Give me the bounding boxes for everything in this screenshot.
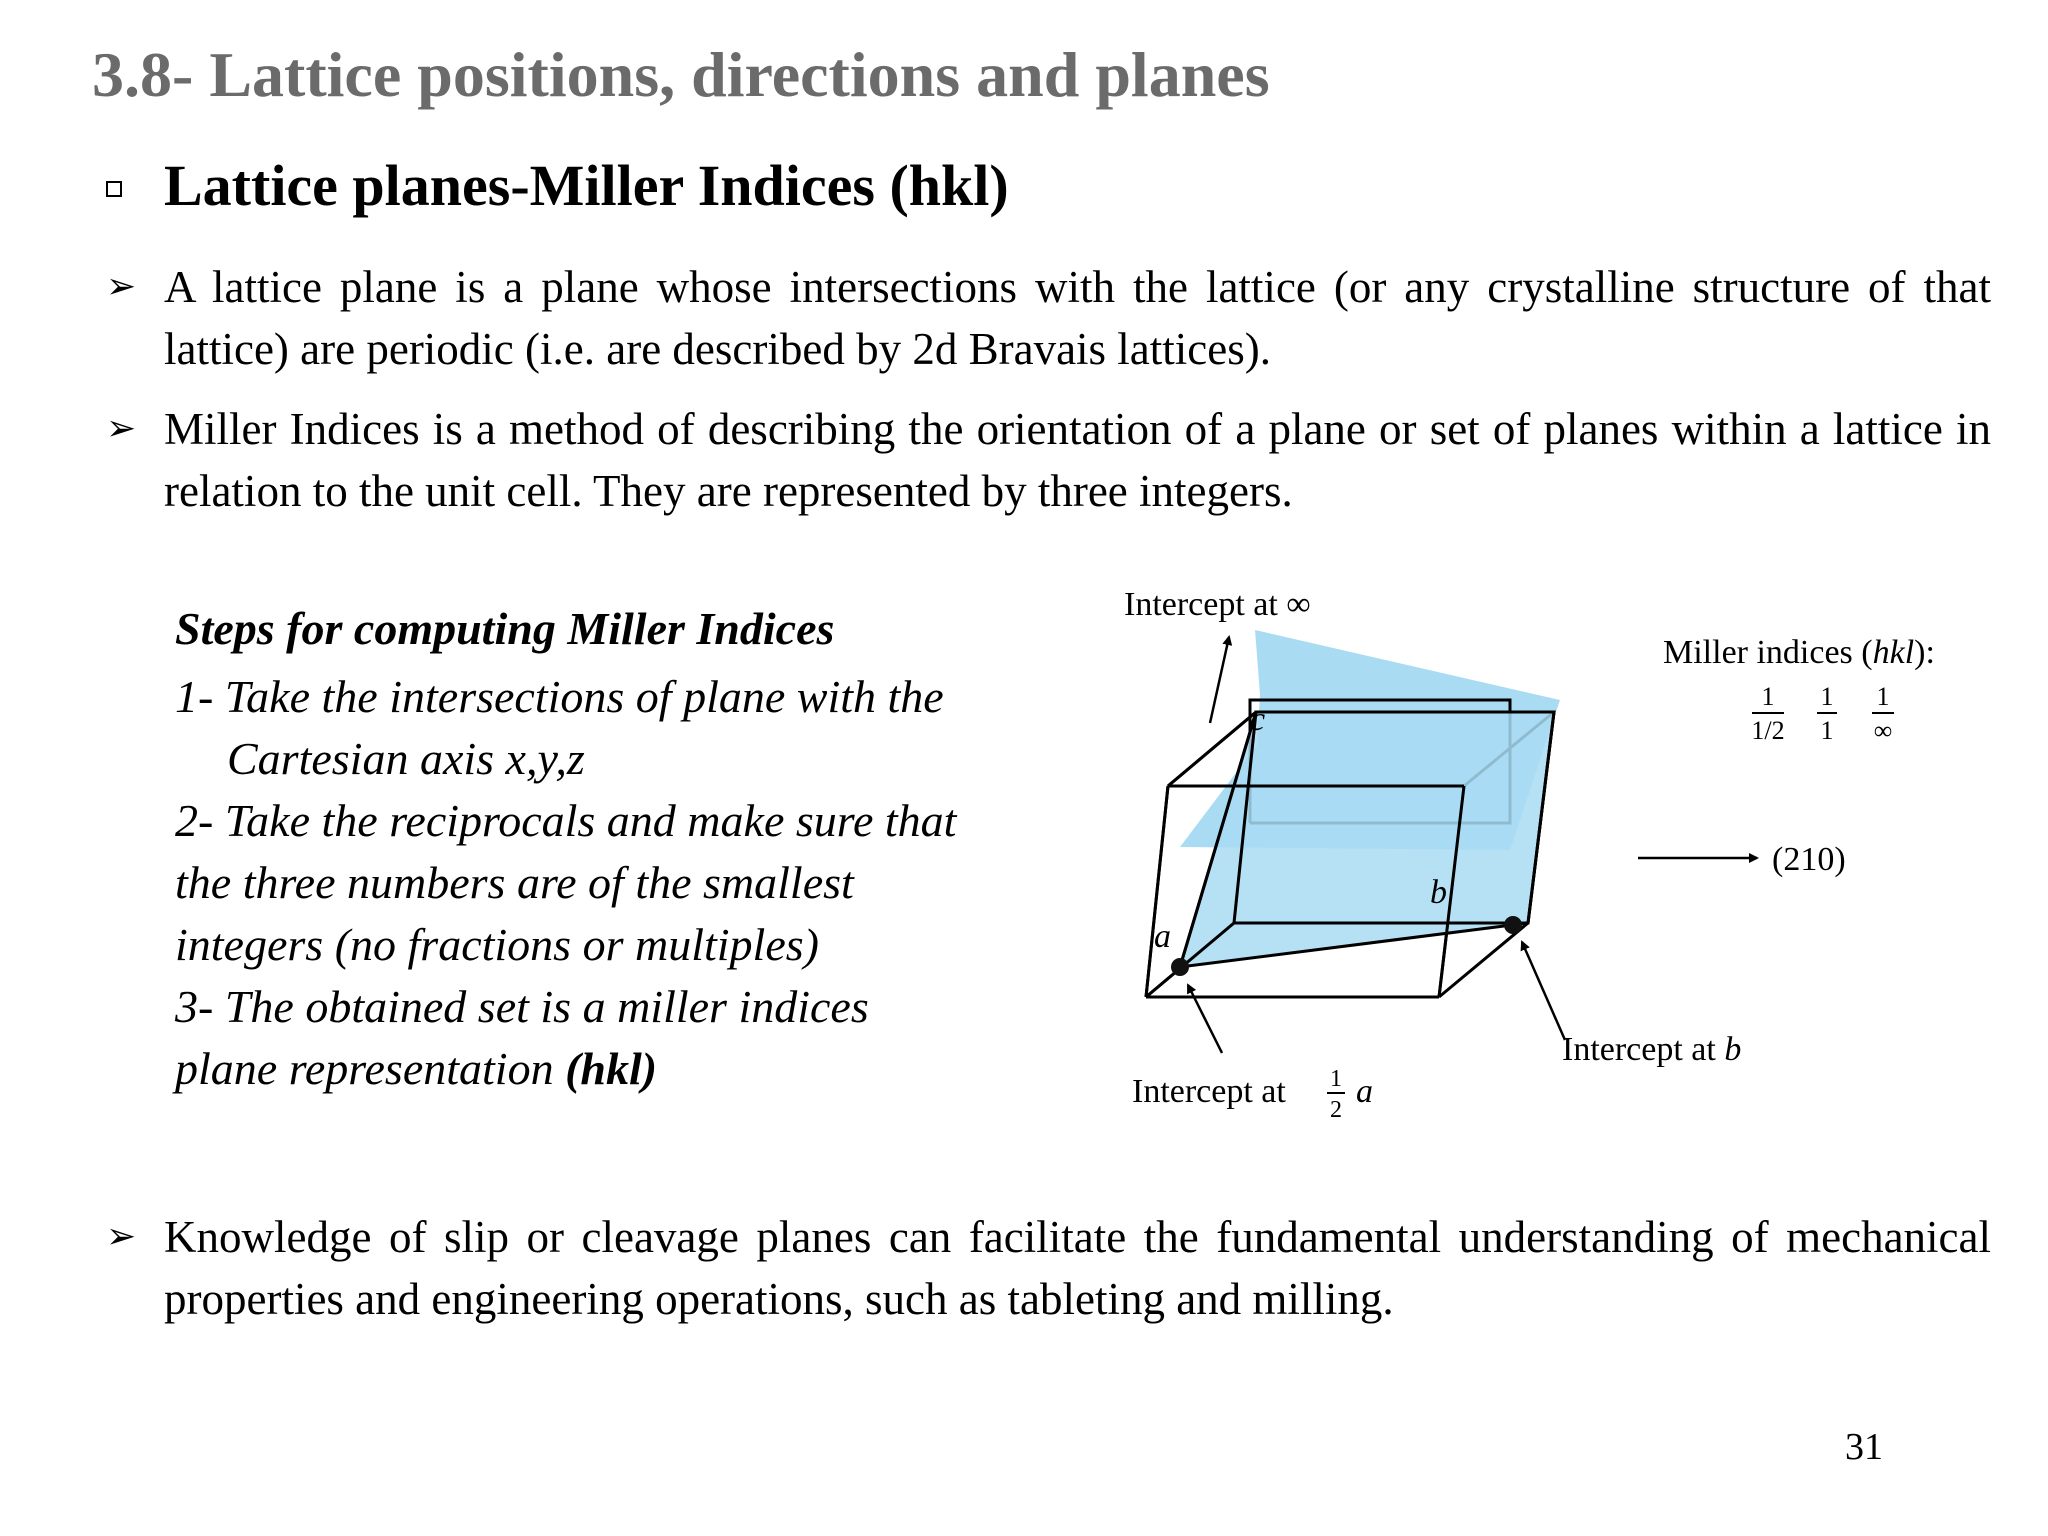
bullet-item-2 (106, 398, 1991, 522)
step-3-line-1: 3- The obtained set is a miller indices (175, 981, 869, 1032)
bullet-text-2: Miller Indices is a method of describing the orientation of a plane or set of planes within a lattice in relation to the unit cell. They are represented by three integers. (164, 404, 1991, 516)
intercept-a-label: Intercept at (1132, 1073, 1286, 1110)
svg-text:1: 1 (1820, 682, 1834, 711)
svg-text:1: 1 (1330, 1066, 1342, 1092)
fraction-1 (1751, 682, 1784, 745)
intercept-inf-arrow (1210, 637, 1229, 723)
intercept-b-point (1504, 916, 1522, 934)
bullet-item-1 (106, 256, 1991, 380)
arrow-bullet-icon: ➢ (106, 1216, 137, 1257)
box-edge (1439, 923, 1528, 997)
step-3-hkl: (hkl) (565, 1043, 658, 1094)
slide-title: 3.8- Lattice positions, directions and planes (92, 39, 1270, 110)
bullet-text-1: A lattice plane is a plane whose intersections with the lattice (or any crystalline structure of that lattice) are periodic (i.e. are described by 2d Bravais lattices). (164, 262, 1991, 374)
step-1-line-2: Cartesian axis x,y,z (227, 733, 585, 784)
svg-text:1: 1 (1761, 682, 1775, 711)
intercept-a-arrow (1188, 985, 1222, 1053)
miller-plane-figure (1110, 575, 2020, 1130)
arrow-bullet-icon: ➢ (106, 266, 137, 307)
svg-text:1/2: 1/2 (1751, 716, 1785, 745)
intercept-b-arrow (1522, 942, 1565, 1040)
steps-title: Steps for computing Miller Indices (175, 603, 835, 654)
bullet-text-3: Knowledge of slip or cleavage planes can facilitate the fundamental understanding of mechanical properties and engineering operations, such as tableting and milling. (164, 1212, 1991, 1324)
svg-text:∞: ∞ (1873, 716, 1893, 745)
svg-text:1: 1 (1820, 716, 1834, 745)
subheading (106, 152, 1009, 219)
miller-indices-label: Miller indices (hkl): (1663, 634, 1935, 671)
steps-block (175, 598, 1075, 1100)
box-edge (1146, 786, 1168, 997)
axis-label-c: c (1250, 701, 1266, 738)
step-3-text: plane representation (175, 1043, 566, 1094)
fraction-3 (1872, 682, 1894, 745)
intercept-inf-label: Intercept at ∞ (1124, 586, 1311, 623)
square-bullet-icon (106, 181, 122, 197)
subheading-text: Lattice planes-Miller Indices (hkl) (164, 153, 1009, 218)
svg-text:1: 1 (1876, 682, 1890, 711)
arrow-bullet-icon: ➢ (106, 408, 137, 449)
step-2-line-1: 2- Take the reciprocals and make sure that (175, 795, 957, 846)
fraction-2 (1817, 682, 1837, 745)
step-2-line-2: the three numbers are of the smallest (175, 857, 854, 908)
axis-label-a: a (1154, 918, 1171, 955)
axis-label-b: b (1430, 874, 1447, 911)
svg-text:2: 2 (1330, 1097, 1342, 1123)
intercept-a-var: a (1356, 1073, 1373, 1110)
step-2-line-3: integers (no fractions or multiples) (175, 919, 819, 970)
intercept-a-fraction (1327, 1066, 1345, 1123)
step-3-line-2 (175, 1038, 1075, 1100)
page-number: 31 (1845, 1426, 1883, 1468)
plane-outline (1180, 712, 1554, 967)
step-1-line-1: 1- Take the intersections of plane with the (175, 671, 944, 722)
intercept-a-point (1171, 958, 1189, 976)
intercept-b-label: Intercept at b (1562, 1031, 1742, 1068)
bullet-item-3 (106, 1206, 1991, 1330)
miller-result: (210) (1772, 841, 1846, 878)
